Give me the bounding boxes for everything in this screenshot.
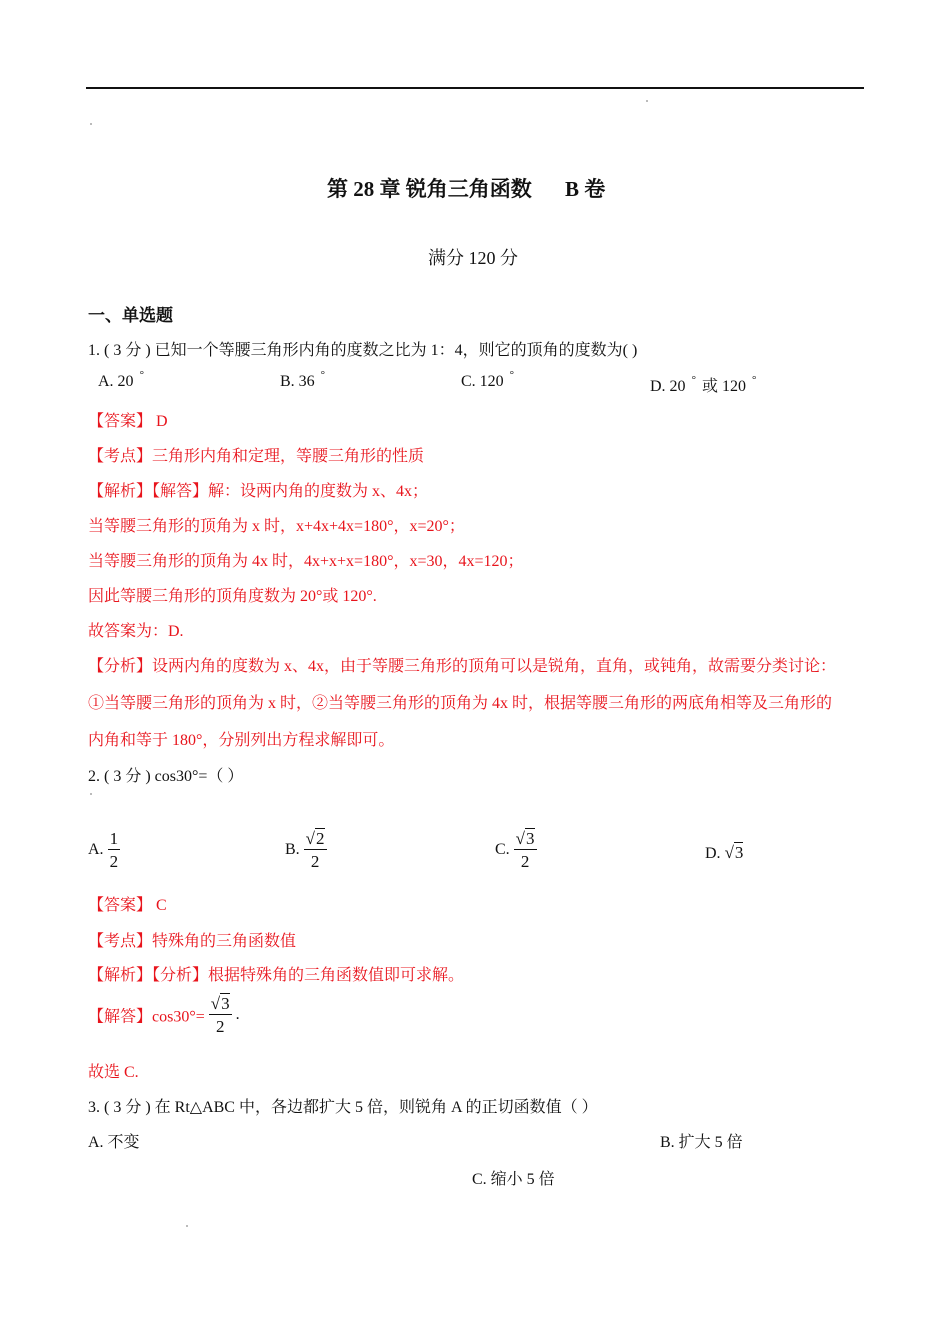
q1-analysis-line: 当等腰三角形的顶角为 4x 时，4x+x+x=180°，x=30，4x=120； bbox=[88, 553, 524, 570]
header-rule bbox=[86, 87, 864, 89]
q2-point: 【考点】特殊角的三角函数值 bbox=[88, 933, 297, 950]
page-title bbox=[327, 173, 605, 203]
q2-option-c: C. $\frac{√3}{2}$ bbox=[495, 829, 535, 871]
q2-option-d: D. √3 bbox=[705, 843, 744, 862]
q2-conclusion: 故选 C. bbox=[88, 1064, 139, 1081]
radical-sign: √ bbox=[210, 994, 221, 1013]
q1-option-c: C. 120 ° bbox=[461, 369, 515, 390]
q2-solution: 【解答】cos30°= $\frac{√3}{2}$ . bbox=[88, 994, 240, 1036]
q1-point: 【考点】三角形内角和定理，等腰三角形的性质 bbox=[88, 448, 425, 465]
fraction: $\frac{√3}{2}$ bbox=[515, 829, 535, 871]
scan-dot bbox=[90, 793, 92, 795]
question-3-stem: 3. ( 3 分 ) 在 Rt△ABC 中，各边都扩大 5 倍，则锐角 A 的正切函数值（ ） bbox=[88, 1099, 598, 1116]
q1-analysis-line: 【分析】设两内角的度数为 x、4x，由于等腰三角形的顶角可以是锐角，直角，或钝角，故需要分类讨论： bbox=[88, 658, 837, 675]
scan-dot bbox=[90, 123, 92, 125]
radical-sign: √ bbox=[305, 829, 316, 848]
fraction: $\frac{√2}{2}$ bbox=[305, 829, 325, 871]
radical-sign: √ bbox=[724, 843, 734, 862]
scan-dot bbox=[186, 1225, 188, 1227]
q1-option-a: A. 20 ° bbox=[98, 369, 144, 390]
q2-answer: 【答案】 C bbox=[88, 897, 167, 914]
q1-analysis-line: 当等腰三角形的顶角为 x 时，x+4x+4x=180°，x=20°； bbox=[88, 518, 465, 535]
question-1-stem: 1. ( 3 分 ) 已知一个等腰三角形内角的度数之比为 1：4，则它的顶角的度数为( ) bbox=[88, 342, 638, 359]
q3-option-a: A. 不变 bbox=[88, 1134, 140, 1151]
q2-option-a: A. $\frac{1}{2}$ bbox=[88, 829, 119, 871]
q2-analysis-line: 【解析】【分析】根据特殊角的三角函数值即可求解。 bbox=[88, 967, 465, 984]
page-subtitle: 满分 120 分 bbox=[428, 248, 518, 268]
q2-option-b: B. $\frac{√2}{2}$ bbox=[285, 829, 325, 871]
q3-option-c: C. 缩小 5 倍 bbox=[472, 1171, 555, 1188]
q1-option-d: D. 20 ° 或 120 ° bbox=[650, 374, 757, 395]
q1-analysis-line: ①当等腰三角形的顶角为 x 时，②当等腰三角形的顶角为 4x 时，根据等腰三角形的两底角相等及三角形的 bbox=[88, 695, 833, 712]
scan-dot bbox=[646, 100, 648, 102]
question-2-stem: 2. ( 3 分 ) cos30°=（ ） bbox=[88, 768, 244, 785]
radical-sign: √ bbox=[515, 829, 526, 848]
fraction: $\frac{1}{2}$ bbox=[109, 829, 119, 871]
q1-analysis-line: 【解析】【解答】解：设两内角的度数为 x、4x； bbox=[88, 483, 429, 500]
q1-analysis-line: 内角和等于 180°，分别列出方程求解即可。 bbox=[88, 732, 395, 749]
q1-answer: 【答案】 D bbox=[88, 413, 168, 430]
q1-analysis-line: 故答案为：D. bbox=[88, 623, 184, 640]
title-chapter: 第 28 章 锐角三角函数 bbox=[327, 177, 532, 201]
q1-option-b: B. 36 ° bbox=[280, 369, 326, 390]
fraction: $\frac{√3}{2}$ bbox=[210, 994, 230, 1036]
section-heading: 一、单选题 bbox=[88, 306, 173, 325]
q1-analysis-line: 因此等腰三角形的顶角度数为 20°或 120°. bbox=[88, 588, 377, 605]
q3-option-b: B. 扩大 5 倍 bbox=[660, 1134, 743, 1151]
title-volume: B 卷 bbox=[565, 177, 606, 201]
